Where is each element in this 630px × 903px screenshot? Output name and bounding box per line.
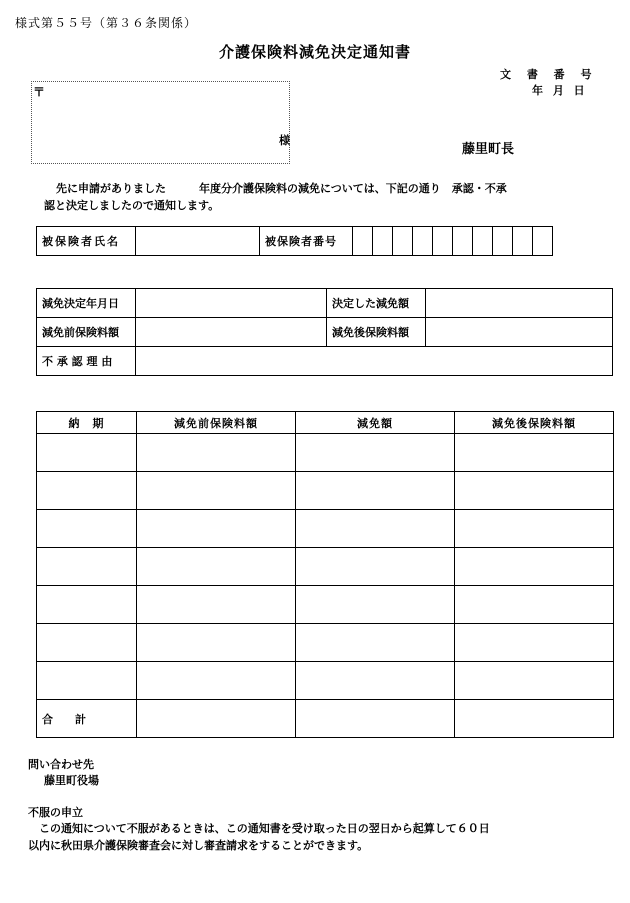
table-cell[interactable] <box>296 624 455 662</box>
decision-date-field[interactable] <box>136 289 327 318</box>
postal-mark: 〒 <box>33 85 46 99</box>
contact-office: 藤里町役場 <box>44 774 99 787</box>
table-cell[interactable] <box>37 510 137 548</box>
total-cell[interactable] <box>296 700 455 738</box>
total-row <box>37 700 614 738</box>
document-number-label: 文 書 番 号 <box>500 68 595 81</box>
table-cell[interactable] <box>37 548 137 586</box>
insured-number-digit[interactable] <box>413 227 433 256</box>
decision-amount-label: 決定した減免額 <box>327 289 426 318</box>
insured-name-label: 被保険者氏名 <box>37 227 136 256</box>
column-header: 減免額 <box>296 412 455 434</box>
document-title: 介護保険料減免決定通知書 <box>218 43 411 61</box>
decision-date-label: 減免決定年月日 <box>37 289 136 318</box>
premium-before-label: 減免前保険料額 <box>37 318 136 347</box>
insured-number-digit[interactable] <box>453 227 473 256</box>
decision-table <box>36 288 613 376</box>
table-cell[interactable] <box>455 624 614 662</box>
premium-after-label: 減免後保険料額 <box>327 318 426 347</box>
rejection-reason-label: 不 承 認 理 由 <box>37 347 136 376</box>
installment-table <box>36 411 614 738</box>
insured-number-digit[interactable] <box>393 227 413 256</box>
table-cell[interactable] <box>37 624 137 662</box>
table-row <box>37 472 614 510</box>
notice-body <box>44 180 599 214</box>
appeal-line-2: 以内に秋田県介護保険審査会に対し審査請求をすることができます。 <box>28 839 369 852</box>
insured-number-digit[interactable] <box>533 227 553 256</box>
table-cell[interactable] <box>296 586 455 624</box>
notice-line-2: 認と決定しましたので通知します。 <box>44 199 220 212</box>
insured-name-field[interactable] <box>136 227 260 256</box>
table-cell[interactable] <box>137 662 296 700</box>
contact-heading: 問い合わせ先 <box>28 758 94 771</box>
table-cell[interactable] <box>37 586 137 624</box>
insured-number-digit[interactable] <box>353 227 373 256</box>
column-header: 納 期 <box>37 412 137 434</box>
insured-number-digit[interactable] <box>373 227 393 256</box>
premium-after-field[interactable] <box>426 318 613 347</box>
address-box[interactable] <box>31 81 290 164</box>
table-cell[interactable] <box>137 586 296 624</box>
issuer-name: 藤里町長 <box>462 142 515 157</box>
decision-amount-field[interactable] <box>426 289 613 318</box>
appeal-text <box>28 820 608 854</box>
table-cell[interactable] <box>37 434 137 472</box>
total-label: 合 計 <box>37 700 137 738</box>
table-cell[interactable] <box>455 662 614 700</box>
insured-number-label: 被保険者番号 <box>260 227 353 256</box>
table-cell[interactable] <box>296 472 455 510</box>
insured-number-digit[interactable] <box>513 227 533 256</box>
insured-number-digit[interactable] <box>473 227 493 256</box>
table-row <box>37 548 614 586</box>
appeal-line-1: この通知について不服があるときは、この通知書を受け取った日の翌日から起算して６０日 <box>28 822 490 835</box>
recipient-honorific: 様 <box>279 134 290 147</box>
installment-header-row <box>37 412 614 434</box>
table-cell[interactable] <box>296 510 455 548</box>
table-cell[interactable] <box>455 472 614 510</box>
table-cell[interactable] <box>296 434 455 472</box>
total-cell[interactable] <box>455 700 614 738</box>
column-header: 減免前保険料額 <box>137 412 296 434</box>
table-cell[interactable] <box>455 548 614 586</box>
form-number: 様式第５５号（第３６条関係） <box>15 16 198 30</box>
insured-number-digit[interactable] <box>493 227 513 256</box>
table-row <box>37 434 614 472</box>
rejection-reason-field[interactable] <box>136 347 613 376</box>
table-cell[interactable] <box>137 510 296 548</box>
document-date-label: 年 月 日 <box>532 84 585 97</box>
table-cell[interactable] <box>137 548 296 586</box>
table-cell[interactable] <box>137 434 296 472</box>
table-cell[interactable] <box>296 548 455 586</box>
insured-number-digit[interactable] <box>433 227 453 256</box>
notice-line-1: 先に申請がありました 年度分介護保険料の減免については、下記の通り 承認・不承 <box>56 182 507 195</box>
table-cell[interactable] <box>137 624 296 662</box>
table-row <box>37 662 614 700</box>
table-row <box>37 624 614 662</box>
table-cell[interactable] <box>455 510 614 548</box>
table-cell[interactable] <box>455 586 614 624</box>
total-cell[interactable] <box>137 700 296 738</box>
table-cell[interactable] <box>455 434 614 472</box>
appeal-heading: 不服の申立 <box>28 806 83 819</box>
table-cell[interactable] <box>37 662 137 700</box>
table-cell[interactable] <box>137 472 296 510</box>
insured-table <box>36 226 553 256</box>
table-cell[interactable] <box>296 662 455 700</box>
table-cell[interactable] <box>37 472 137 510</box>
premium-before-field[interactable] <box>136 318 327 347</box>
table-row <box>37 586 614 624</box>
table-row <box>37 510 614 548</box>
column-header: 減免後保険料額 <box>455 412 614 434</box>
